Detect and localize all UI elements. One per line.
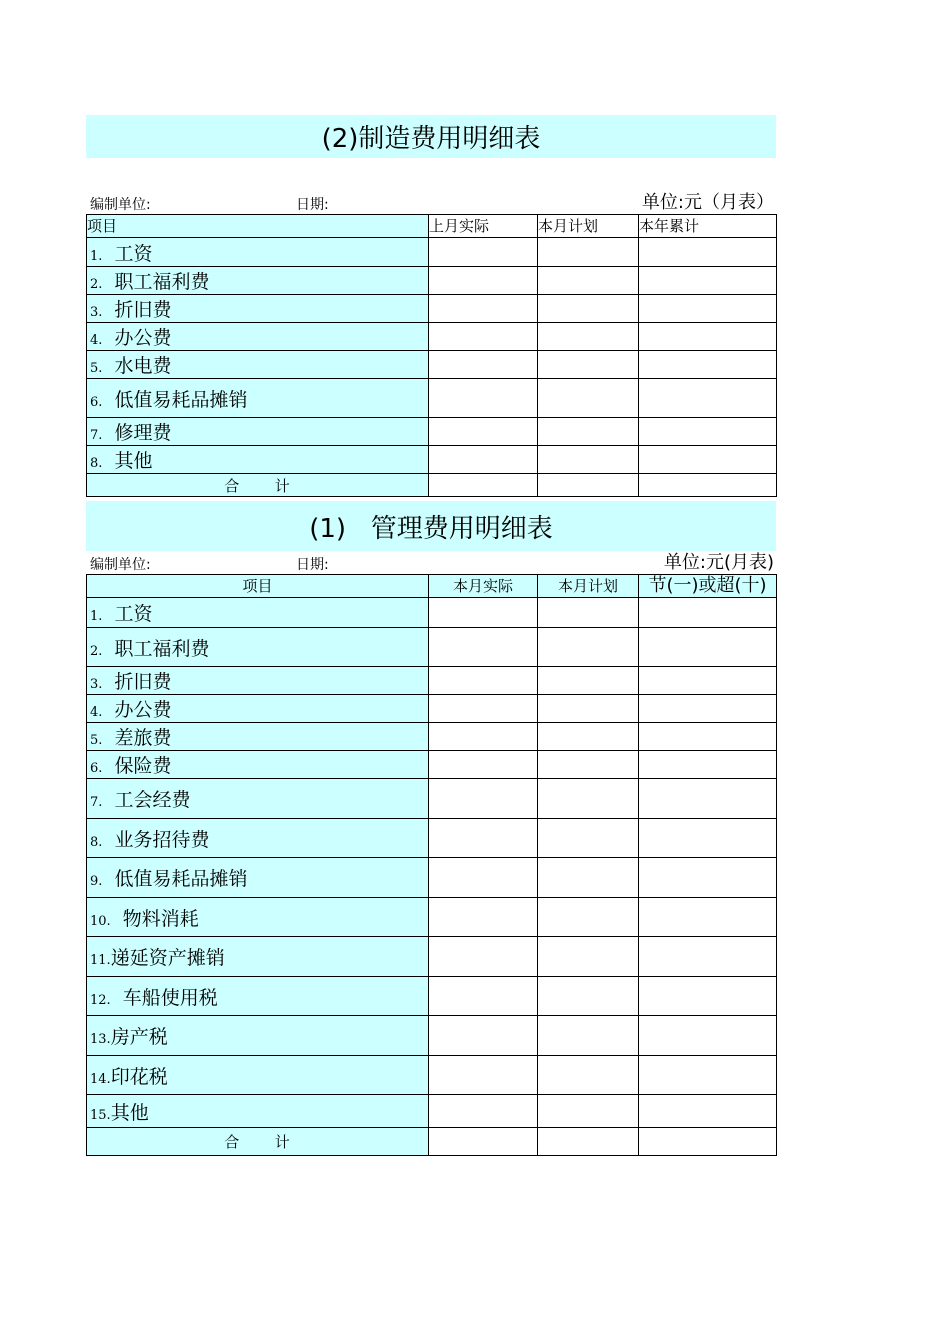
- row-label: [87, 351, 429, 379]
- row-label: [87, 819, 429, 858]
- cell[interactable]: [538, 238, 639, 267]
- cell[interactable]: [538, 723, 639, 751]
- cell[interactable]: [538, 819, 639, 858]
- table2-header-item: 项目: [87, 575, 429, 598]
- cell[interactable]: [429, 858, 538, 898]
- cell[interactable]: [538, 779, 639, 819]
- cell[interactable]: [639, 779, 777, 819]
- cell[interactable]: [538, 1056, 639, 1095]
- cell[interactable]: [538, 898, 639, 937]
- row-number: 13.: [90, 1032, 111, 1047]
- cell[interactable]: [429, 779, 538, 819]
- cell[interactable]: [639, 267, 777, 295]
- row-number: 1.: [90, 248, 103, 264]
- row-text: 工资: [114, 242, 153, 265]
- table-row: [87, 779, 777, 819]
- row-label: [87, 723, 429, 751]
- table2-header-col2: 本月计划: [538, 575, 639, 598]
- row-number: 4.: [90, 705, 103, 720]
- row-number: 5.: [90, 733, 103, 748]
- cell[interactable]: [538, 379, 639, 418]
- row-label: [87, 751, 429, 779]
- cell[interactable]: [639, 1056, 777, 1095]
- cell[interactable]: [639, 379, 777, 418]
- table-row: [87, 323, 777, 351]
- row-text: 折旧费: [114, 671, 172, 693]
- cell[interactable]: [639, 898, 777, 937]
- row-number: 2.: [90, 277, 103, 292]
- cell[interactable]: [429, 351, 538, 379]
- cell[interactable]: [538, 1095, 639, 1128]
- cell[interactable]: [538, 1128, 639, 1156]
- row-label: [87, 267, 429, 295]
- cell[interactable]: [429, 446, 538, 474]
- cell[interactable]: [429, 977, 538, 1016]
- cell[interactable]: [429, 1016, 538, 1056]
- cell[interactable]: [639, 474, 777, 497]
- cell[interactable]: [429, 1128, 538, 1156]
- row-label: [87, 667, 429, 695]
- table1-title: (2)制造费用明细表: [321, 124, 541, 154]
- row-text: 工会经费: [114, 789, 191, 811]
- table-row: [87, 238, 777, 267]
- table2-header-col1: 本月实际: [429, 575, 538, 598]
- table-row: [87, 1095, 777, 1128]
- cell[interactable]: [538, 667, 639, 695]
- row-text: 工资: [114, 603, 153, 625]
- row-text: 折旧费: [114, 299, 172, 321]
- table-row: [87, 723, 777, 751]
- cell[interactable]: [639, 1128, 777, 1156]
- cell[interactable]: [639, 723, 777, 751]
- cell[interactable]: [639, 1016, 777, 1056]
- cell[interactable]: [429, 751, 538, 779]
- cell[interactable]: [639, 238, 777, 267]
- cell[interactable]: [538, 267, 639, 295]
- cell[interactable]: [429, 267, 538, 295]
- cell[interactable]: [538, 323, 639, 351]
- row-number: 10.: [90, 913, 111, 929]
- row-number: 15.: [90, 1107, 111, 1123]
- cell[interactable]: [639, 1095, 777, 1128]
- cell[interactable]: [429, 1056, 538, 1095]
- row-number: 3.: [90, 677, 103, 692]
- cell[interactable]: [429, 628, 538, 667]
- cell[interactable]: [639, 819, 777, 858]
- row-text: 递延资产摊销: [110, 947, 225, 969]
- cell[interactable]: [429, 898, 538, 937]
- row-label: [87, 628, 429, 667]
- cell[interactable]: [429, 937, 538, 977]
- row-number: 6.: [90, 394, 103, 410]
- table1-date-label: 日期:: [296, 197, 329, 213]
- row-number: 9.: [90, 874, 103, 889]
- row-text: 物料消耗: [122, 907, 199, 930]
- cell[interactable]: [429, 418, 538, 446]
- table-row: [87, 379, 777, 418]
- table1-header-col3: 本年累计: [639, 215, 777, 238]
- table2-unit-label: 单位:元(月表): [663, 552, 774, 573]
- row-text: 保险费: [114, 755, 172, 777]
- row-label: [87, 323, 429, 351]
- table1-header-item: 项目: [87, 215, 429, 238]
- row-label: [87, 238, 429, 267]
- cell[interactable]: [538, 937, 639, 977]
- table-row: [87, 937, 777, 977]
- row-text: 职工福利费: [114, 637, 210, 660]
- table-row: [87, 267, 777, 295]
- cell[interactable]: [639, 977, 777, 1016]
- cell[interactable]: [538, 474, 639, 497]
- cell[interactable]: [429, 598, 538, 628]
- cell[interactable]: [538, 628, 639, 667]
- row-number: 4.: [90, 333, 103, 348]
- row-number: 7.: [90, 795, 103, 810]
- row-number: 8.: [90, 834, 103, 850]
- table1-title-bar: [86, 115, 776, 158]
- table2: [86, 574, 777, 1156]
- total-label: 合 计: [87, 474, 429, 497]
- table-row: [87, 898, 777, 937]
- table-row: [87, 351, 777, 379]
- cell[interactable]: [639, 295, 777, 323]
- cell[interactable]: [639, 628, 777, 667]
- total-label: 合 计: [87, 1128, 429, 1156]
- row-label: [87, 898, 429, 937]
- table1: [86, 214, 777, 497]
- cell[interactable]: [538, 858, 639, 898]
- cell[interactable]: [429, 238, 538, 267]
- table1-header-row: [87, 215, 777, 238]
- cell[interactable]: [639, 858, 777, 898]
- cell[interactable]: [639, 667, 777, 695]
- table2-title: (1) 管理费用明细表: [309, 513, 553, 544]
- row-label: [87, 1095, 429, 1128]
- table-row: [87, 977, 777, 1016]
- table-row: [87, 667, 777, 695]
- table2-org-label: 编制单位:: [90, 557, 151, 573]
- row-text: 低值易耗品摊销: [114, 388, 248, 411]
- table2-meta: [86, 551, 776, 574]
- cell[interactable]: [639, 323, 777, 351]
- table-row: [87, 418, 777, 446]
- table-row: [87, 751, 777, 779]
- cell[interactable]: [538, 418, 639, 446]
- row-label: [87, 1016, 429, 1056]
- row-number: 2.: [90, 643, 103, 659]
- cell[interactable]: [538, 351, 639, 379]
- row-text: 车船使用税: [122, 986, 218, 1009]
- row-label: [87, 779, 429, 819]
- table-row: [87, 695, 777, 723]
- table-row: [87, 819, 777, 858]
- table1-unit-label: 单位:元（月表）: [641, 192, 774, 213]
- row-number: 12.: [90, 992, 111, 1008]
- row-text: 修理费: [114, 422, 172, 444]
- cell[interactable]: [639, 446, 777, 474]
- cell[interactable]: [429, 667, 538, 695]
- cell[interactable]: [639, 351, 777, 379]
- cell[interactable]: [429, 379, 538, 418]
- row-label: [87, 695, 429, 723]
- cell[interactable]: [639, 937, 777, 977]
- row-text: 业务招待费: [114, 828, 210, 851]
- row-text: 办公费: [114, 699, 172, 721]
- cell[interactable]: [639, 418, 777, 446]
- table2-date-label: 日期:: [296, 557, 329, 573]
- table1-total-row: [87, 474, 777, 497]
- row-label: [87, 418, 429, 446]
- table2-total-row: [87, 1128, 777, 1156]
- row-number: 6.: [90, 761, 103, 776]
- cell[interactable]: [639, 598, 777, 628]
- cell[interactable]: [639, 751, 777, 779]
- cell[interactable]: [429, 1095, 538, 1128]
- table-row: [87, 628, 777, 667]
- table1-header-col2: 本月计划: [538, 215, 639, 238]
- cell[interactable]: [538, 695, 639, 723]
- table1-header-col1: 上月实际: [429, 215, 538, 238]
- row-text: 差旅费: [114, 727, 172, 749]
- cell[interactable]: [429, 723, 538, 751]
- cell[interactable]: [429, 695, 538, 723]
- table-row: [87, 295, 777, 323]
- table2-header-col3: 节(一)或超(十): [639, 575, 777, 598]
- row-text: 职工福利费: [114, 271, 210, 293]
- row-text: 水电费: [114, 355, 172, 377]
- row-label: [87, 977, 429, 1016]
- table-row: [87, 858, 777, 898]
- cell[interactable]: [639, 695, 777, 723]
- row-label: [87, 858, 429, 898]
- row-text: 低值易耗品摊销: [114, 868, 248, 890]
- row-number: 3.: [90, 305, 103, 320]
- table-row: [87, 1016, 777, 1056]
- cell[interactable]: [429, 295, 538, 323]
- cell[interactable]: [538, 598, 639, 628]
- cell[interactable]: [538, 295, 639, 323]
- row-number: 1.: [90, 609, 103, 624]
- cell[interactable]: [429, 819, 538, 858]
- row-text: 其他: [114, 450, 153, 472]
- table-row: [87, 446, 777, 474]
- table2-header-row: [87, 575, 777, 598]
- row-number: 14.: [90, 1071, 111, 1087]
- row-text: 房产税: [110, 1026, 168, 1048]
- row-label: [87, 379, 429, 418]
- row-text: 其他: [110, 1101, 149, 1124]
- table1-meta: [86, 190, 776, 214]
- row-label: [87, 295, 429, 323]
- cell[interactable]: [429, 323, 538, 351]
- row-number: 7.: [90, 428, 103, 443]
- row-number: 8.: [90, 456, 103, 471]
- row-label: [87, 1056, 429, 1095]
- row-text: 印花税: [110, 1065, 168, 1088]
- table1-org-label: 编制单位:: [90, 197, 151, 213]
- row-text: 办公费: [114, 327, 172, 349]
- table-row: [87, 598, 777, 628]
- row-label: [87, 937, 429, 977]
- table2-title-bar: [86, 501, 776, 551]
- table-row: [87, 1056, 777, 1095]
- row-number: 5.: [90, 361, 103, 376]
- cell[interactable]: [538, 977, 639, 1016]
- row-label: [87, 598, 429, 628]
- cell[interactable]: [538, 1016, 639, 1056]
- cell[interactable]: [429, 474, 538, 497]
- row-number: 11.: [90, 953, 111, 968]
- cell[interactable]: [538, 751, 639, 779]
- cell[interactable]: [538, 446, 639, 474]
- row-label: [87, 446, 429, 474]
